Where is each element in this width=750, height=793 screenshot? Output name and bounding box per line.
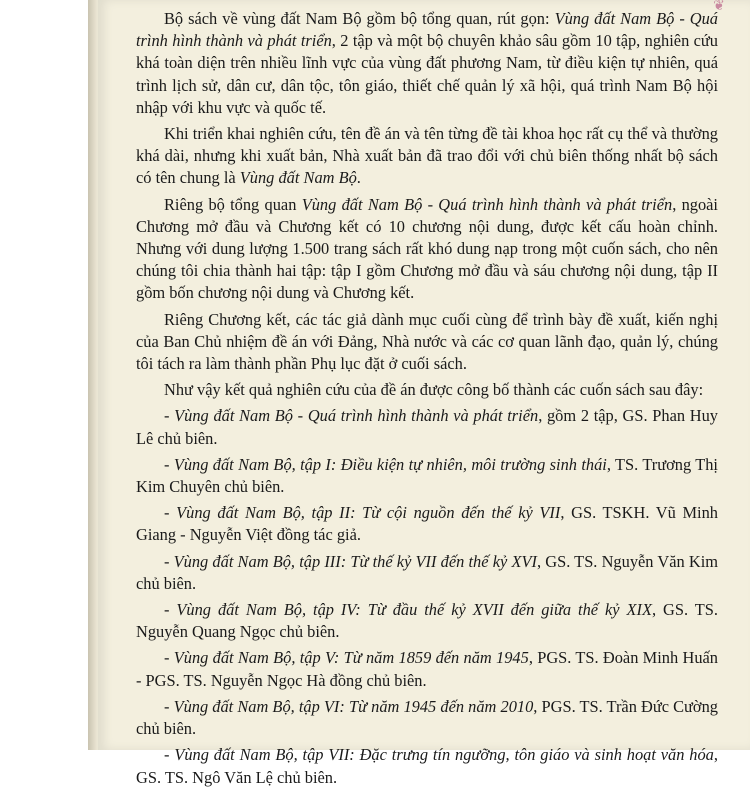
book-list-item [136,405,718,449]
paragraph-3-text-a: Riêng bộ tổng quan [164,194,302,214]
corner-ornament-icon: ❦ [713,0,725,14]
book-editor: , PGS. TS. Trần Đức Cường chủ biên. [136,696,718,739]
book-editor: , GS. TS. Nguyễn Quang Ngọc chủ biên. [136,600,718,642]
book-title: - Vùng đất Nam Bộ, tập VI: Từ năm 1945 đến năm 2010 [164,696,534,716]
book-list-item [136,744,718,788]
book-editor: , gồm 2 tập, GS. Phan Huy Lê chủ biên. [136,406,719,448]
paragraph-1-text-a: Bộ sách về vùng đất Nam Bộ gồm bộ tổng quan, rút gọn: [164,9,555,28]
book-title: - Vùng đất Nam Bộ, tập IV: Từ đầu thế kỷ XVII đến giữa thế kỷ XIX [164,600,653,620]
book-title: - Vùng đất Nam Bộ, tập II: Từ cội nguồn đến thế kỷ VII [164,503,561,523]
paragraph-2-title: Vùng đất Nam Bộ [239,168,357,188]
book-title: - Vùng đất Nam Bộ, tập I: Điều kiện tự nhiên, môi trường sinh thái [164,454,607,474]
book-list-item [136,647,718,691]
book-title: - Vùng đất Nam Bộ - Quá trình hình thành và phát triển [164,406,539,426]
book-list-item [136,599,718,643]
book-page [98,0,750,787]
paragraph-4: Riêng Chương kết, các tác giả dành mục cuối cùng để trình bày đề xuất, kiến nghị của Ban Chủ nhiệm đề án với Đảng, Nhà nước và các cơ quan lãnh đạo, quản lý, chúng tôi tách ra làm thành phần Phụ lục đặt ở cuối sách. [136,309,718,374]
page-body [136,8,718,793]
paragraph-1 [136,8,718,119]
book-editor: , GS. TS. Nguyễn Văn Kim chủ biên. [136,551,719,593]
book-list-item [136,551,718,595]
book-title: - Vùng đất Nam Bộ, tập III: Từ thế kỷ VII đến thế kỷ XVI [164,551,537,571]
paragraph-2-text-b: . [356,168,361,188]
book-editor: , PGS. TS. Đoàn Minh Huấn - PGS. TS. Nguyễn Ngọc Hà đồng chủ biên. [136,648,718,690]
book-editor: , GS. TSKH. Vũ Minh Giang - Nguyễn Việt đồng tác giả. [136,503,718,545]
paragraph-1-title: Vùng đất Nam Bộ - Quá trình hình thành và phát triển [136,9,719,51]
book-list-item [136,454,718,498]
paragraph-3-title: Vùng đất Nam Bộ - Quá trình hình thành và phát triển [301,194,673,214]
book-title: - Vùng đất Nam Bộ, tập VII: Đặc trưng tín ngưỡng, tôn giáo và sinh hoạt văn hóa [164,745,714,765]
paragraph-5: Như vậy kết quả nghiên cứu của đề án được công bố thành các cuốn sách sau đây: [164,380,704,400]
book-title: - Vùng đất Nam Bộ, tập V: Từ năm 1859 đến năm 1945 [164,648,529,668]
left-margin [0,0,96,750]
paragraph-3-text-b: , ngoài Chương mở đầu và Chương kết có 10 chương nội dung, được kết cấu hoàn chỉnh. Nhưng với dung lượng 1.500 trang sách rất khó dung nạp trong một cuốn sách, cho nên chúng tôi chia thành hai tập: tập I gồm Chương mở đầu và sáu chương nội dung, tập II gồm bốn chương nội dung và Chương kết. [136,194,718,303]
paragraph-2 [136,123,718,190]
book-editor: , TS. Trương Thị Kim Chuyên chủ biên. [136,454,718,497]
paragraph-3 [136,194,718,305]
book-list-item [136,696,718,740]
book-editor: , GS. TS. Ngô Văn Lệ chủ biên. [136,745,718,787]
paragraph-1-text-b: , 2 tập và một bộ chuyên khảo sâu gồm 10 tập, nghiên cứu khá toàn diện trên nhiều lĩnh vực của vùng đất phương Nam, từ điều kiện tự nhiên, quá trình lịch sử, dân cư, dân tộc, tôn giáo, thiết chế quản lý xã hội, quá trình Nam Bộ hội nhập với khu vực và quốc tế. [136,31,718,117]
paragraph-2-text-a: Khi triển khai nghiên cứu, tên đề án và tên từng đề tài khoa học rất cụ thể và thường khá dài, nhưng khi xuất bản, Nhà xuất bản đã trao đổi với chủ biên thống nhất bộ sách có tên chung là [136,124,718,188]
book-list-item [136,502,718,546]
